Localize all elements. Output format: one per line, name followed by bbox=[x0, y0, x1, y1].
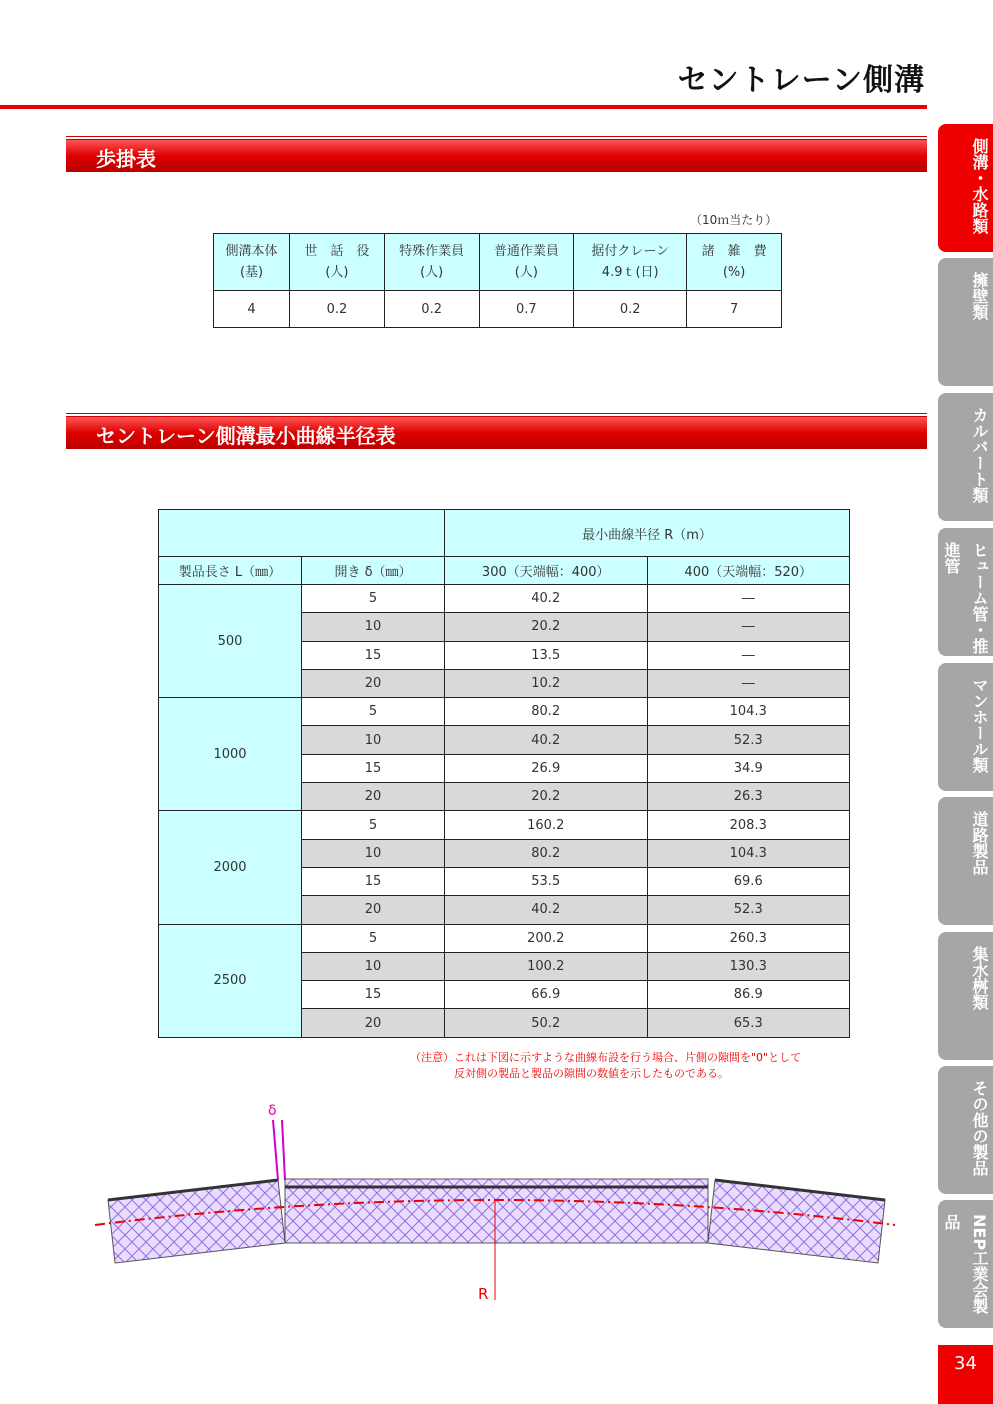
col-header: 400（天端幅：520） bbox=[647, 557, 850, 585]
table-row bbox=[159, 924, 850, 952]
table-row bbox=[159, 698, 850, 726]
cell: 15 bbox=[302, 981, 445, 1009]
cell: 5 bbox=[302, 585, 445, 613]
cell: 50.2 bbox=[445, 1009, 648, 1037]
side-tab[interactable]: 側溝・水路類 bbox=[938, 124, 993, 252]
labor-header: 普通作業員 (人) bbox=[479, 234, 574, 291]
radius-table bbox=[158, 509, 850, 1038]
cell: 100.2 bbox=[445, 952, 648, 980]
cell: 104.3 bbox=[647, 839, 850, 867]
cell: 10 bbox=[302, 839, 445, 867]
curve-diagram bbox=[90, 1095, 910, 1305]
header-rule bbox=[0, 105, 927, 109]
cell: 20 bbox=[302, 669, 445, 697]
cell: 69.6 bbox=[647, 867, 850, 895]
note-line: （注意）これは下図に示すような曲線布設を行う場合、片側の隙間を"0"として bbox=[410, 1051, 802, 1064]
cell: 130.3 bbox=[647, 952, 850, 980]
cell: 10 bbox=[302, 952, 445, 980]
cell: 20.2 bbox=[445, 613, 648, 641]
side-tab[interactable]: 道路製品 bbox=[938, 797, 993, 925]
cell: 34.9 bbox=[647, 754, 850, 782]
cell: 65.3 bbox=[647, 1009, 850, 1037]
cell: 260.3 bbox=[647, 924, 850, 952]
col-header: 開き δ（㎜） bbox=[302, 557, 445, 585]
labor-header: 据付クレーン 4.9ｔ(日) bbox=[574, 234, 687, 291]
length-cell: 2500 bbox=[159, 924, 302, 1037]
side-tab[interactable]: 集水桝類 bbox=[938, 932, 993, 1060]
radius-header: 最小曲線半径 R（m） bbox=[445, 510, 850, 557]
cell: 20.2 bbox=[445, 783, 648, 811]
left-block bbox=[108, 1180, 285, 1263]
side-tab[interactable]: カルバート類 bbox=[938, 393, 993, 521]
labor-table bbox=[213, 233, 782, 328]
note-line: 反対側の製品と製品の隙間の数値を示したものである。 bbox=[454, 1067, 729, 1080]
labor-value: 4 bbox=[214, 291, 290, 328]
length-cell: 2000 bbox=[159, 811, 302, 924]
cell: 208.3 bbox=[647, 811, 850, 839]
cell: 52.3 bbox=[647, 896, 850, 924]
cell: 10 bbox=[302, 726, 445, 754]
cell: 200.2 bbox=[445, 924, 648, 952]
cell: 20 bbox=[302, 783, 445, 811]
divider bbox=[66, 413, 927, 414]
center-block bbox=[285, 1179, 708, 1243]
cell: 15 bbox=[302, 641, 445, 669]
labor-header: 世 話 役 (人) bbox=[290, 234, 385, 291]
cell: ― bbox=[647, 585, 850, 613]
side-tab[interactable]: その他の製品 bbox=[938, 1066, 993, 1194]
labor-value: 0.2 bbox=[574, 291, 687, 328]
cell: 86.9 bbox=[647, 981, 850, 1009]
labor-header: 特殊作業員 (人) bbox=[384, 234, 479, 291]
side-tab[interactable]: NEP工業会製品 bbox=[938, 1200, 993, 1328]
table-row bbox=[159, 585, 850, 613]
side-tab[interactable]: マンホール類 bbox=[938, 663, 993, 791]
section-title: セントレーン側溝最小曲線半径表 bbox=[96, 424, 396, 448]
labor-header: 側溝本体 (基) bbox=[214, 234, 290, 291]
section-header-labor bbox=[66, 139, 927, 172]
cell: 160.2 bbox=[445, 811, 648, 839]
cell: ― bbox=[647, 613, 850, 641]
cell: 10 bbox=[302, 613, 445, 641]
cell: 80.2 bbox=[445, 839, 648, 867]
cell: 5 bbox=[302, 924, 445, 952]
cell: 53.5 bbox=[445, 867, 648, 895]
cell: 40.2 bbox=[445, 585, 648, 613]
labor-value: 0.2 bbox=[290, 291, 385, 328]
cell: 40.2 bbox=[445, 726, 648, 754]
cell: 80.2 bbox=[445, 698, 648, 726]
cell: 5 bbox=[302, 698, 445, 726]
cell: 15 bbox=[302, 754, 445, 782]
length-cell: 500 bbox=[159, 585, 302, 698]
labor-value: 0.2 bbox=[384, 291, 479, 328]
length-cell: 1000 bbox=[159, 698, 302, 811]
cell: ― bbox=[647, 669, 850, 697]
cell: 15 bbox=[302, 867, 445, 895]
cell: 104.3 bbox=[647, 698, 850, 726]
cell: 26.9 bbox=[445, 754, 648, 782]
page-title: セントレーン側溝 bbox=[677, 63, 925, 98]
note bbox=[410, 1050, 801, 1082]
unit-label: （10ｍ当たり） bbox=[690, 213, 778, 227]
cell: ― bbox=[647, 641, 850, 669]
col-header: 300（天端幅：400） bbox=[445, 557, 648, 585]
blank-header bbox=[159, 510, 445, 557]
side-tab[interactable]: ヒューム管・推進管 bbox=[938, 528, 993, 656]
table-row bbox=[159, 811, 850, 839]
col-header: 製品長さ L（㎜） bbox=[159, 557, 302, 585]
cell: 20 bbox=[302, 896, 445, 924]
cell: 66.9 bbox=[445, 981, 648, 1009]
page-number: 34 bbox=[938, 1345, 993, 1404]
delta-label: δ bbox=[268, 1103, 277, 1119]
radius-label: R bbox=[478, 1285, 489, 1303]
cell: 26.3 bbox=[647, 783, 850, 811]
cell: 52.3 bbox=[647, 726, 850, 754]
side-tab[interactable]: 擁壁類 bbox=[938, 258, 993, 386]
cell: 10.2 bbox=[445, 669, 648, 697]
cell: 20 bbox=[302, 1009, 445, 1037]
cell: 5 bbox=[302, 811, 445, 839]
labor-value: 0.7 bbox=[479, 291, 574, 328]
cell: 40.2 bbox=[445, 896, 648, 924]
section-title: 歩掛表 bbox=[96, 147, 156, 171]
divider bbox=[66, 136, 927, 137]
labor-value: 7 bbox=[687, 291, 782, 328]
labor-header: 諸 雑 費 (%) bbox=[687, 234, 782, 291]
cell: 13.5 bbox=[445, 641, 648, 669]
section-header-radius bbox=[66, 416, 927, 449]
